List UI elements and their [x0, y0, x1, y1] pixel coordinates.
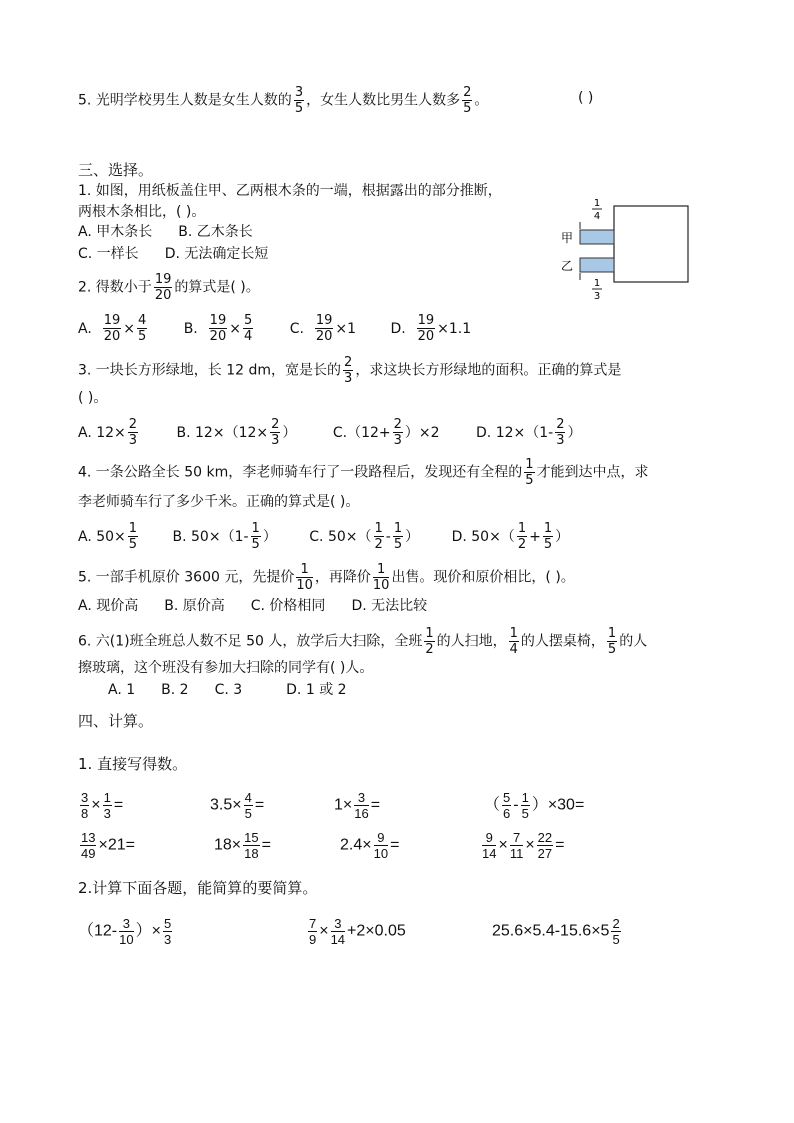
q4-option-c[interactable]: C. 50×（ $\frac{1}{2}$ - $\frac{1}{5}$ ） — [309, 521, 420, 552]
q3-option-a[interactable]: A. 12× $\frac{2}{3}$ — [78, 417, 138, 448]
bottom-fraction-num: 1 — [593, 278, 601, 289]
top-fraction-den: 4 — [593, 211, 601, 222]
calc2-b: 18× $\frac{15}{18}$ = — [214, 830, 271, 861]
q2-option-c[interactable]: C. $\frac{19}{20}$ ×1 — [289, 313, 357, 344]
calc2-d: $\frac{9}{14}$ × $\frac{7}{11}$ × $\frac{22}{27}$ = — [482, 830, 565, 861]
calc3-b: $\frac{7}{9}$ × $\frac{3}{14}$ +2×0.05 — [309, 916, 406, 947]
q1-line2: 两根木条相比，( )。 — [78, 204, 206, 220]
q1-line1: 1. 如图，用纸板盖住甲、乙两根木条的一端，根据露出的部分推断， — [78, 183, 502, 199]
strip-b — [580, 258, 614, 272]
cardboard-cover — [614, 206, 688, 282]
judge-q5: 5. 光明学校男生人数是女生人数的 $\frac{3}{5}$ ，女生人数比男生人数多 $\frac{2}{5}$ 。 — [78, 85, 489, 116]
q4-options — [78, 522, 569, 551]
q5-option-d[interactable]: D. 无法比较 — [351, 598, 428, 614]
q3-option-b[interactable]: B. 12×（12× $\frac{2}{3}$ ） — [176, 417, 297, 448]
label-yi: 乙 — [561, 259, 574, 273]
q6-option-b[interactable]: B. 2 — [161, 682, 189, 698]
q1-option-d[interactable]: D. 无法确定长短 — [164, 246, 269, 262]
q1-options-cd — [78, 244, 294, 264]
answer-paren[interactable]: ( ) — [578, 90, 594, 106]
q5-options — [78, 596, 453, 616]
calc3-c: 25.6×5.4-15.6×5 $\frac{2}{5}$ — [492, 916, 620, 947]
q2-stem: 2. 得数小于 $\frac{19}{20}$ 的算式是( )。 — [78, 272, 260, 303]
q1-option-b[interactable]: B. 乙木条长 — [178, 224, 253, 240]
calc3-a: （12- $\frac{3}{10}$ ）× $\frac{5}{3}$ — [78, 916, 172, 947]
q5-option-c[interactable]: C. 价格相同 — [250, 598, 326, 614]
q2-option-d[interactable]: D. $\frac{19}{20}$ ×1.1 — [390, 313, 472, 344]
label-jia: 甲 — [561, 231, 574, 245]
q1-option-c[interactable]: C. 一样长 — [78, 246, 139, 262]
q4-stem: 4. 一条公路全长 50 km，李老师骑车行了一段路程后，发现还有全程的 $\frac{1}{5}$ 才能到达中点，求 — [78, 457, 649, 488]
q4-option-d[interactable]: D. 50×（ $\frac{1}{2}$ + $\frac{1}{5}$ ） — [451, 521, 570, 552]
section-title-calc: 四、计算。 — [78, 712, 154, 730]
q4-option-a[interactable]: A. 50× $\frac{1}{5}$ — [78, 521, 138, 552]
q2-option-b[interactable]: B. $\frac{19}{20}$ × $\frac{5}{4}$ — [183, 313, 253, 344]
calc-sub2: 2.计算下面各题，能简算的要简算。 — [78, 879, 318, 897]
q5-option-b[interactable]: B. 原价高 — [164, 598, 225, 614]
q4-option-b[interactable]: B. 50×（1- $\frac{1}{5}$ ） — [172, 521, 277, 552]
q2-option-a[interactable]: A. $\frac{19}{20}$ × $\frac{4}{5}$ — [78, 313, 147, 344]
top-fraction-num: 1 — [593, 198, 601, 209]
q5-stem: 5. 一部手机原价 3600 元，先提价 $\frac{1}{10}$ ，再降价 $\frac{1}{10}$ 出售。现价和原价相比，( )。 — [78, 562, 575, 593]
q4-line2: 李老师骑车行了多少千米。正确的算式是( )。 — [78, 494, 360, 510]
q3-stem: 3. 一块长方形绿地，长 12 dm，宽是长的 $\frac{2}{3}$ ，求这块长方形绿地的面积。正确的算式是 — [78, 355, 622, 386]
q6-option-a[interactable]: A. 1 — [108, 682, 136, 698]
strip-a — [580, 230, 614, 244]
q3-line2: ( )。 — [78, 390, 108, 406]
q6-options — [108, 680, 373, 700]
calc1-b: 3.5× $\frac{4}{5}$ = — [210, 790, 265, 821]
q1-option-a[interactable]: A. 甲木条长 — [78, 224, 153, 240]
calc1-c: 1× $\frac{3}{16}$ = — [334, 790, 381, 821]
q6-option-c[interactable]: C. 3 — [214, 682, 243, 698]
calc1-d: （ $\frac{5}{6}$ - $\frac{1}{5}$ ）×30= — [484, 790, 585, 821]
q3-option-d[interactable]: D. 12×（1- $\frac{2}{3}$ ） — [476, 417, 582, 448]
q6-line2: 擦玻璃，这个班没有参加大扫除的同学有( )人。 — [78, 660, 374, 676]
q3-option-c[interactable]: C.（12+ $\frac{2}{3}$ ）×2 — [332, 417, 440, 448]
calc2-a: $\frac{13}{49}$ ×21= — [81, 830, 135, 861]
calc1-a-expr: $\frac{3}{8}$ × $\frac{1}{3}$ = — [81, 790, 124, 821]
q6-stem: 6. 六(1)班全班总人数不足 50 人，放学后大扫除，全班 $\frac{1}{2}$ 的人扫地， $\frac{1}{4}$ 的人摆桌椅， $\frac{1}{5}$ 的人 — [78, 626, 648, 657]
calc2-c: 2.4× $\frac{9}{10}$ = — [340, 830, 400, 861]
bottom-fraction-den: 3 — [593, 291, 601, 302]
calc-sub1: 1. 直接写得数。 — [78, 755, 188, 773]
q3-options — [78, 418, 581, 447]
section-title-choice: 三、选择。 — [78, 161, 154, 179]
q5-option-a[interactable]: A. 现价高 — [78, 598, 139, 614]
q2-options — [78, 314, 471, 343]
q6-option-d[interactable]: D. 1 或 2 — [286, 682, 347, 698]
q1-options-ab — [78, 222, 279, 242]
wood-strips-figure — [558, 198, 692, 302]
